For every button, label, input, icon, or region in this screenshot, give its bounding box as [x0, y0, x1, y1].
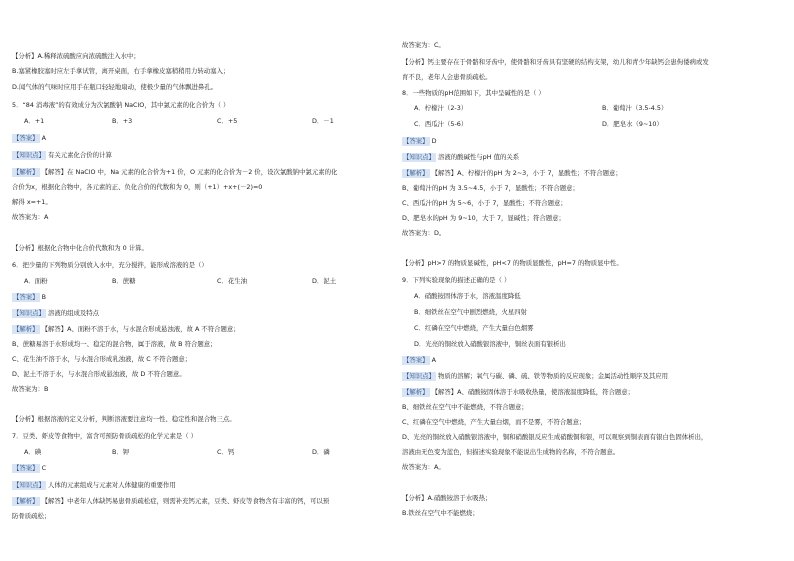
answer-value: A [431, 356, 436, 364]
analysis-tag: 【解析】 [13, 497, 39, 505]
q5-option-b: B．+3 [112, 117, 133, 125]
knowledge-tag: 【知识点】 [403, 153, 435, 161]
answer-value: C [41, 464, 47, 472]
analysis-text: D.闻气体的气味时应用手在瓶口轻轻地扇动，使极少量的气体飘进鼻孔。 [12, 83, 218, 91]
analysis-text: 育不良，老年人会患骨质疏松。 [402, 73, 492, 81]
q6-analysis [12, 325, 240, 334]
analysis-line: 【解答】A、柠檬汁的pH 为 2~3，小于 7，显酸性；不符合题意； [431, 169, 622, 177]
q8-option-a: A．柠檬汁（2-3） [414, 104, 468, 112]
q6-knowledge [12, 309, 99, 318]
analysis-line: 合价为x，根据化合物中，各元素的正、负化合价的代数和为 0，则（+1）+x+(－2)=0 [12, 183, 263, 191]
analysis-line: D、肥皂水的pH 为 9~10，大于 7，显碱性；符合题意； [402, 214, 565, 222]
q8-knowledge [402, 153, 519, 162]
analysis-text: 【分析】根据溶液的定义分析，判断溶液要注意均一性、稳定性和混合物三点。 [12, 415, 236, 423]
analysis-line: 溶液由无色变为蓝色，但描述实验现象不能说出生成物的名称，不符合题意。 [402, 448, 620, 456]
analysis-line: B、葡萄汁的pH 为 3.5~4.5，小于 7，显酸性；不符合题意； [402, 184, 579, 192]
analysis-text: B.塞紧橡胶塞时应左手拿试管，离开桌面，右手拿橡皮塞稍稍用力转动塞入； [12, 67, 230, 75]
analysis-text: 【分析】钙主要存在于骨骼和牙齿中，使骨骼和牙齿具有坚硬的结构支架，幼儿和青少年缺钙会患佝偻病或发 [402, 58, 709, 66]
answer-tag: 【答案】 [403, 137, 429, 145]
q9-option-c: C．红磷在空气中燃烧，产生大量白色烟雾 [414, 324, 534, 332]
q5-analysis [12, 168, 337, 177]
question-9: 9．下列实验现象的描述正确的是（ ） [402, 276, 511, 284]
answer-value: D [431, 137, 437, 145]
q8-answer [402, 137, 436, 146]
q6-answer [12, 293, 46, 302]
analysis-line: C、红磷在空气中燃烧，产生大量白烟，而不是雾，不符合题意； [402, 418, 586, 426]
final-answer: 故答案为：B [12, 385, 49, 393]
q9-analysis [402, 388, 634, 397]
q6-option-a: A．面粉 [24, 277, 48, 285]
q7-answer [12, 464, 46, 473]
knowledge-value: 溶液的酸碱性与pH 值的关系 [437, 153, 520, 161]
analysis-tag: 【解析】 [403, 169, 429, 177]
answer-tag: 【答案】 [13, 464, 39, 472]
knowledge-value: 人体的元素组成与元素对人体健康的重要作用 [47, 481, 176, 489]
answer-tag: 【答案】 [403, 356, 429, 364]
analysis-text: 【分析】pH>7 的物质显碱性，pH<7 的物质显酸性，pH=7 的物质显中性。 [402, 259, 623, 267]
q8-option-d: D．肥皂水（9~10） [602, 120, 663, 128]
knowledge-tag: 【知识点】 [403, 372, 435, 380]
knowledge-tag: 【知识点】 [13, 151, 45, 159]
knowledge-value: 有关元素化合价的计算 [47, 151, 112, 159]
knowledge-value: 溶液的组成及特点 [47, 309, 100, 317]
q5-option-a: A．+1 [24, 117, 45, 125]
analysis-line: 【解答】A、硝酸铵固体溶于水吸收热量，使溶液温度降低，符合题意； [431, 388, 635, 396]
analysis-line: C、西瓜汁的pH 为 5~6，小于 7，显酸性；不符合题意； [402, 199, 567, 207]
q6-option-c: C．花生油 [217, 277, 248, 285]
analysis-line: 防骨质疏松； [12, 512, 51, 520]
q9-option-d: D．光亮的铜丝放入硝酸银溶液中，铜丝表面有银析出 [414, 340, 566, 348]
q7-option-d: D．磷 [312, 448, 330, 456]
q9-knowledge [402, 372, 668, 381]
analysis-text: 【分析】根据化合物中化合价代数和为 0 计算。 [12, 244, 148, 252]
analysis-line: D、光亮的铜丝放入硝酸银溶液中，铜和硝酸银反应生成硝酸铜和银，可以观察到铜表面有银白色固体析出， [402, 433, 708, 441]
q5-option-c: C．+5 [217, 117, 238, 125]
knowledge-value: 物质的溶解；氧气与碳、磷、硫、铁等物质的反应现象；金属活动性顺序及其应用 [437, 372, 669, 380]
analysis-text: 【分析】A.硝酸铵溶于水吸热； [402, 494, 492, 502]
q8-option-b: B．葡萄汁（3.5-4.5） [602, 104, 668, 112]
analysis-text: B.铁丝在空气中不能燃烧； [402, 509, 479, 517]
question-6: 6．把少量的下列物质分别放入水中，充分搅拌，能形成溶液的是（） [12, 261, 208, 269]
knowledge-tag: 【知识点】 [13, 309, 45, 317]
q5-answer [12, 134, 46, 143]
final-answer: 故答案为：A。 [402, 463, 445, 471]
final-answer: 故答案为：A [12, 213, 49, 221]
q6-option-d: D．泥土 [312, 277, 337, 285]
q9-option-a: A．硝酸铵固体溶于水，溶液温度降低 [414, 292, 521, 300]
analysis-line: 解得 x=+1。 [12, 198, 52, 206]
final-answer: 故答案为：D。 [402, 229, 446, 237]
q8-analysis [402, 169, 622, 178]
q7-option-a: A．碘 [24, 448, 42, 456]
q8-option-c: C．西瓜汁（5-6） [414, 120, 468, 128]
q9-option-b: B．细铁丝在空气中剧烈燃烧，火星四射 [414, 308, 528, 316]
q7-option-c: C．钙 [217, 448, 235, 456]
answer-tag: 【答案】 [13, 134, 39, 142]
analysis-tag: 【解析】 [13, 325, 39, 333]
analysis-line: C、花生油不溶于水，与水混合形成乳浊液，故 C 不符合题意； [12, 355, 192, 363]
analysis-line: 【解答】中老年人体缺钙易患骨质疏松症，则需补充钙元素，豆类、虾皮等食物含有丰富的钙，可以预 [41, 497, 330, 505]
q7-analysis [12, 497, 329, 506]
analysis-tag: 【解析】 [13, 168, 39, 176]
analysis-tag: 【解析】 [403, 388, 429, 396]
q6-option-b: B．蔗糖 [112, 277, 136, 285]
answer-tag: 【答案】 [13, 293, 39, 301]
question-7: 7．豆类、虾皮等食物中，富含可预防骨质疏松的化学元素是（ ） [12, 432, 198, 440]
q7-option-b: B．钾 [112, 448, 130, 456]
q7-knowledge [12, 481, 176, 490]
q9-answer [402, 356, 436, 365]
knowledge-tag: 【知识点】 [13, 481, 45, 489]
question-8: 8．一些物质的pH范围如下，其中呈碱性的是（ ） [402, 89, 545, 97]
answer-value: B [41, 293, 46, 301]
analysis-text: 【分析】A.稀释浓硫酸应向浓硫酸注入水中； [12, 52, 140, 60]
analysis-line: 【解答】在 NaClO 中，Na 元素的化合价为+1 价，O 元素的化合价为－2 价，设次氯酸钠中氯元素的化 [41, 168, 338, 176]
q5-knowledge [12, 151, 112, 160]
answer-value: A [41, 134, 46, 142]
final-answer: 故答案为：C。 [402, 41, 445, 49]
q5-option-d: D．－1 [312, 117, 334, 125]
analysis-line: 【解答】A、面粉不溶于水，与水混合形成悬浊液，故 A 不符合题意； [41, 325, 240, 333]
analysis-line: D、泥土不溶于水，与水混合形成悬浊液，故 D 不符合题意。 [12, 370, 186, 378]
analysis-line: B、蔗糖易溶于水形成均一、稳定的混合物，属于溶液，故 B 符合题意； [12, 340, 217, 348]
analysis-line: B、细铁丝在空气中不能燃烧，不符合题意； [402, 403, 528, 411]
question-5: 5．“84 消毒液”的有效成分为次氯酸钠 NaClO，其中氯元素的化合价为（ ） [12, 101, 230, 109]
